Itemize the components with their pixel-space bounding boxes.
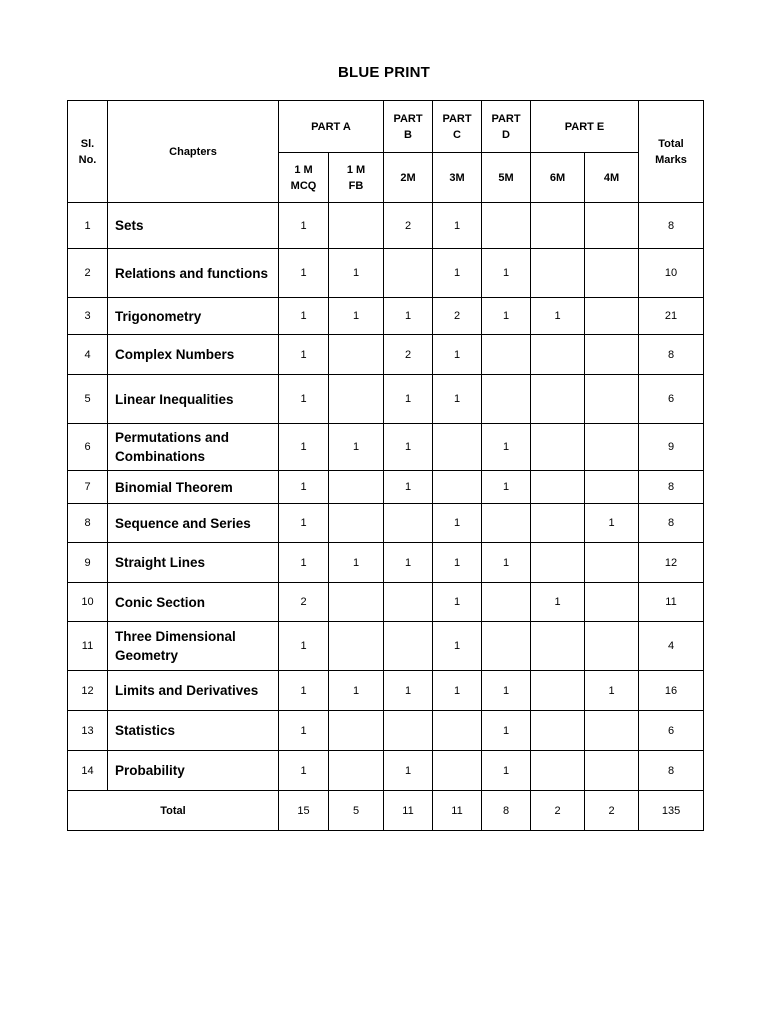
total-label: Total	[68, 791, 279, 831]
3m-header: 3M	[433, 153, 482, 203]
marks-cell	[329, 375, 384, 424]
chapter-cell: Permutations and Combinations	[108, 424, 279, 471]
marks-cell: 1	[482, 424, 531, 471]
fb-header-line1: 1 M	[346, 163, 366, 176]
sl-no-cell: 8	[68, 504, 108, 543]
marks-cell	[482, 504, 531, 543]
table-header	[68, 101, 704, 203]
marks-cell: 1	[279, 751, 329, 791]
marks-cell	[585, 751, 639, 791]
marks-cell: 1	[279, 711, 329, 751]
sl-no-cell: 10	[68, 583, 108, 622]
sl-no-cell: 2	[68, 249, 108, 298]
5m-header: 5M	[482, 153, 531, 203]
marks-cell: 1	[585, 504, 639, 543]
marks-cell	[531, 335, 585, 375]
sl-no-cell: 11	[68, 622, 108, 671]
marks-cell	[585, 335, 639, 375]
marks-cell: 2	[384, 203, 433, 249]
marks-cell: 2	[433, 298, 482, 335]
marks-cell	[585, 298, 639, 335]
chapter-cell: Limits and Derivatives	[108, 671, 279, 711]
marks-cell	[329, 622, 384, 671]
total-marks-cell: 21	[639, 298, 704, 335]
marks-cell: 1	[482, 298, 531, 335]
marks-cell	[384, 583, 433, 622]
total-marks-cell: 8	[639, 504, 704, 543]
4m-header: 4M	[585, 153, 639, 203]
total-marks-cell: 12	[639, 543, 704, 583]
total-marks-cell: 6	[639, 375, 704, 424]
sl-no-header-text: Sl. No.	[78, 137, 97, 166]
marks-cell	[531, 504, 585, 543]
marks-cell: 1	[329, 543, 384, 583]
marks-cell: 1	[279, 298, 329, 335]
marks-cell: 1	[531, 298, 585, 335]
marks-cell: 1	[329, 671, 384, 711]
table-footer	[68, 791, 704, 831]
marks-cell	[329, 583, 384, 622]
marks-cell: 1	[482, 543, 531, 583]
chapter-cell: Probability	[108, 751, 279, 791]
total-cell: 2	[531, 791, 585, 831]
part-e-header: PART E	[531, 101, 639, 153]
marks-cell	[585, 471, 639, 504]
marks-cell: 1	[482, 711, 531, 751]
marks-cell: 1	[433, 583, 482, 622]
chapter-cell: Trigonometry	[108, 298, 279, 335]
marks-cell	[329, 504, 384, 543]
blueprint-table	[67, 100, 704, 831]
marks-cell: 1	[433, 671, 482, 711]
marks-cell: 1	[433, 504, 482, 543]
marks-cell: 1	[279, 203, 329, 249]
marks-cell: 1	[279, 375, 329, 424]
total-cell: 11	[433, 791, 482, 831]
total-marks-cell: 8	[639, 471, 704, 504]
marks-cell	[585, 424, 639, 471]
marks-cell: 1	[433, 203, 482, 249]
total-cell: 5	[329, 791, 384, 831]
page-title: BLUE PRINT	[338, 64, 430, 81]
chapter-cell: Three Dimensional Geometry	[108, 622, 279, 671]
chapter-cell: Sequence and Series	[108, 504, 279, 543]
marks-cell	[531, 543, 585, 583]
marks-cell: 1	[279, 622, 329, 671]
table-row	[68, 424, 704, 471]
marks-cell	[585, 622, 639, 671]
total-marks-header-text: Total Marks	[655, 137, 687, 166]
marks-cell: 1	[531, 583, 585, 622]
sl-no-cell: 3	[68, 298, 108, 335]
marks-cell	[531, 711, 585, 751]
total-marks-cell: 10	[639, 249, 704, 298]
chapter-cell: Conic Section	[108, 583, 279, 622]
marks-cell: 1	[329, 249, 384, 298]
marks-cell: 1	[279, 504, 329, 543]
marks-cell	[384, 622, 433, 671]
table-row	[68, 751, 704, 791]
total-cell: 15	[279, 791, 329, 831]
sl-no-cell: 13	[68, 711, 108, 751]
sl-no-cell: 9	[68, 543, 108, 583]
marks-cell	[384, 711, 433, 751]
marks-cell	[329, 471, 384, 504]
table-row	[68, 671, 704, 711]
marks-cell	[585, 203, 639, 249]
part-d-header	[482, 101, 531, 153]
fb-header	[329, 153, 384, 203]
sl-no-cell: 12	[68, 671, 108, 711]
marks-cell	[531, 671, 585, 711]
marks-cell: 1	[384, 298, 433, 335]
marks-cell	[531, 622, 585, 671]
marks-cell: 1	[433, 543, 482, 583]
marks-cell: 1	[384, 424, 433, 471]
marks-cell	[384, 249, 433, 298]
chapter-cell: Linear Inequalities	[108, 375, 279, 424]
chapter-cell: Straight Lines	[108, 543, 279, 583]
marks-cell	[531, 471, 585, 504]
total-marks-cell: 6	[639, 711, 704, 751]
marks-cell	[482, 583, 531, 622]
mcq-header	[279, 153, 329, 203]
total-marks-header	[639, 101, 704, 203]
table-row	[68, 711, 704, 751]
marks-cell: 2	[384, 335, 433, 375]
table-row	[68, 335, 704, 375]
marks-cell: 1	[279, 471, 329, 504]
total-marks-cell: 135	[639, 791, 704, 831]
sl-no-cell: 14	[68, 751, 108, 791]
total-cell: 8	[482, 791, 531, 831]
total-marks-cell: 8	[639, 203, 704, 249]
mcq-header-line2: MCQ	[290, 179, 317, 192]
part-c-header	[433, 101, 482, 153]
part-c-header-line1: PART	[442, 112, 472, 125]
table-row	[68, 375, 704, 424]
marks-cell: 1	[482, 671, 531, 711]
sl-no-cell: 6	[68, 424, 108, 471]
marks-cell	[329, 335, 384, 375]
part-a-header: PART A	[279, 101, 384, 153]
marks-cell: 1	[279, 543, 329, 583]
marks-cell	[329, 203, 384, 249]
marks-cell	[585, 375, 639, 424]
sl-no-cell: 1	[68, 203, 108, 249]
part-d-header-line2: D	[502, 128, 510, 141]
total-marks-cell: 8	[639, 335, 704, 375]
marks-cell: 1	[384, 543, 433, 583]
total-cell: 11	[384, 791, 433, 831]
marks-cell	[329, 751, 384, 791]
total-marks-cell: 4	[639, 622, 704, 671]
total-marks-cell: 11	[639, 583, 704, 622]
marks-cell	[531, 203, 585, 249]
marks-cell	[433, 471, 482, 504]
table-row	[68, 504, 704, 543]
marks-cell: 1	[433, 622, 482, 671]
marks-cell	[384, 504, 433, 543]
chapter-cell: Statistics	[108, 711, 279, 751]
marks-cell: 1	[279, 671, 329, 711]
chapter-cell: Binomial Theorem	[108, 471, 279, 504]
marks-cell	[531, 424, 585, 471]
part-d-header-line1: PART	[491, 112, 521, 125]
marks-cell: 1	[384, 671, 433, 711]
total-marks-cell: 8	[639, 751, 704, 791]
table-row	[68, 298, 704, 335]
6m-header: 6M	[531, 153, 585, 203]
2m-header: 2M	[384, 153, 433, 203]
part-b-header	[384, 101, 433, 153]
sl-no-cell: 7	[68, 471, 108, 504]
marks-cell	[433, 424, 482, 471]
marks-cell	[585, 583, 639, 622]
total-marks-cell: 16	[639, 671, 704, 711]
table-row	[68, 543, 704, 583]
marks-cell: 1	[482, 249, 531, 298]
chapter-cell: Relations and functions	[108, 249, 279, 298]
sl-no-header	[68, 101, 108, 203]
marks-cell: 1	[329, 298, 384, 335]
chapter-cell: Complex Numbers	[108, 335, 279, 375]
table-row	[68, 249, 704, 298]
marks-cell	[531, 375, 585, 424]
marks-cell	[531, 249, 585, 298]
marks-cell	[585, 543, 639, 583]
marks-cell: 1	[329, 424, 384, 471]
marks-cell: 1	[433, 375, 482, 424]
marks-cell: 1	[482, 471, 531, 504]
table-row	[68, 622, 704, 671]
part-b-header-line2: B	[404, 128, 412, 141]
marks-cell	[585, 711, 639, 751]
marks-cell: 1	[433, 249, 482, 298]
part-b-header-line1: PART	[393, 112, 423, 125]
mcq-header-line1: 1 M	[294, 163, 313, 176]
marks-cell: 1	[384, 751, 433, 791]
total-marks-cell: 9	[639, 424, 704, 471]
marks-cell	[482, 622, 531, 671]
marks-cell: 1	[482, 751, 531, 791]
table-row	[68, 203, 704, 249]
total-cell: 2	[585, 791, 639, 831]
marks-cell: 1	[384, 471, 433, 504]
header-row-top	[68, 101, 704, 153]
table-body	[68, 203, 704, 791]
total-row	[68, 791, 704, 831]
marks-cell	[329, 711, 384, 751]
marks-cell: 1	[279, 424, 329, 471]
marks-cell: 1	[433, 335, 482, 375]
marks-cell: 1	[585, 671, 639, 711]
marks-cell	[531, 751, 585, 791]
marks-cell	[482, 335, 531, 375]
chapter-cell: Sets	[108, 203, 279, 249]
chapters-header: Chapters	[108, 101, 279, 203]
marks-cell	[433, 751, 482, 791]
sl-no-cell: 4	[68, 335, 108, 375]
table-row	[68, 583, 704, 622]
table-row	[68, 471, 704, 504]
marks-cell: 1	[279, 335, 329, 375]
marks-cell	[585, 249, 639, 298]
fb-header-line2: FB	[348, 179, 364, 192]
marks-cell	[482, 375, 531, 424]
marks-cell	[482, 203, 531, 249]
part-c-header-line2: C	[453, 128, 461, 141]
marks-cell: 2	[279, 583, 329, 622]
marks-cell: 1	[384, 375, 433, 424]
sl-no-cell: 5	[68, 375, 108, 424]
marks-cell: 1	[279, 249, 329, 298]
marks-cell	[433, 711, 482, 751]
